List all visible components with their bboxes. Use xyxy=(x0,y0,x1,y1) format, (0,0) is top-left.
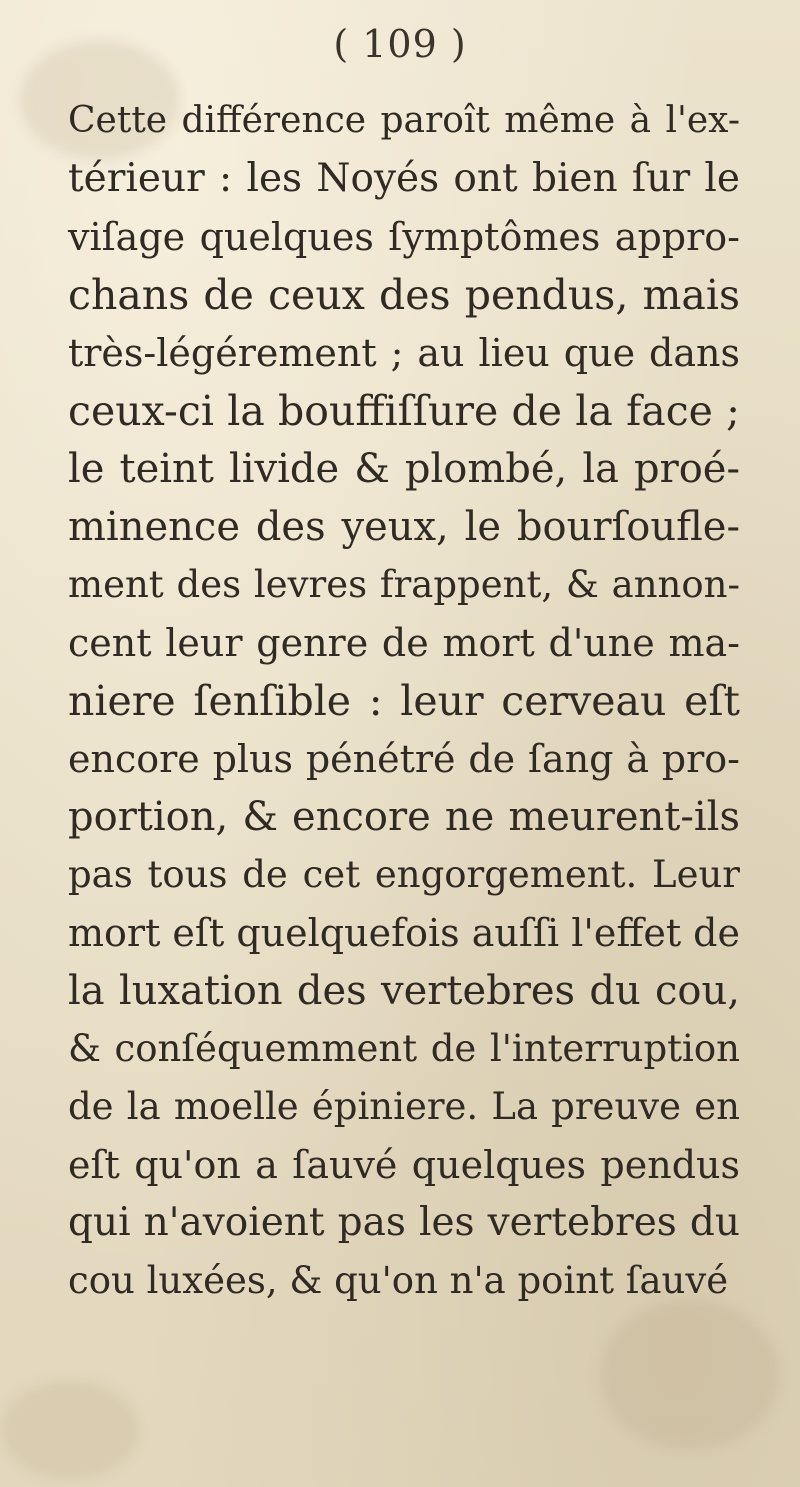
text-line: très-légérement ; au lieu que dans xyxy=(68,331,740,375)
text-line: qui n'avoient pas les vertebres du xyxy=(68,1200,740,1245)
text-line: térieur : les Noyés ont bien ſur le xyxy=(68,156,740,201)
paper-stain xyxy=(600,1300,780,1450)
paper-stain xyxy=(0,1380,140,1480)
text-line: niere ſenſible : leur cerveau eſt xyxy=(68,677,740,725)
text-line: cou luxées, & qu'on n'a point ſauvé xyxy=(68,1259,729,1302)
text-line: pas tous de cet engorgement. Leur xyxy=(68,853,740,896)
text-line: ment des levres frappent, & annon- xyxy=(68,563,740,606)
text-line: encore plus pénétré de ſang à pro- xyxy=(68,737,740,781)
text-line: portion, & encore ne meurent-ils xyxy=(68,794,740,840)
text-body xyxy=(68,92,740,1310)
text-line: la luxation des vertebres du cou, xyxy=(68,968,740,1014)
text-line: le teint livide & plombé, la proé- xyxy=(68,446,740,492)
text-line: viſage quelques ſymptômes appro- xyxy=(68,215,740,259)
text-line: & conſéquemment de l'interruption xyxy=(68,1027,740,1070)
text-line: mort eſt quelquefois auſſi l'effet de xyxy=(68,911,740,955)
text-line: eſt qu'on a ſauvé quelques pendus xyxy=(68,1143,740,1187)
page-number-header: ( 109 ) xyxy=(333,22,467,66)
text-line: minence des yeux, le bourſoufle- xyxy=(68,504,740,550)
text-line: ceux-ci la bouffiſſure de la face ; xyxy=(68,387,740,435)
text-line: cent leur genre de mort d'une ma- xyxy=(68,621,740,665)
text-line: de la moelle épiniere. La preuve en xyxy=(68,1085,740,1128)
text-line: chans de ceux des pendus, mais xyxy=(68,271,740,319)
text-line: Cette différence paroît même à l'ex- xyxy=(68,100,740,141)
